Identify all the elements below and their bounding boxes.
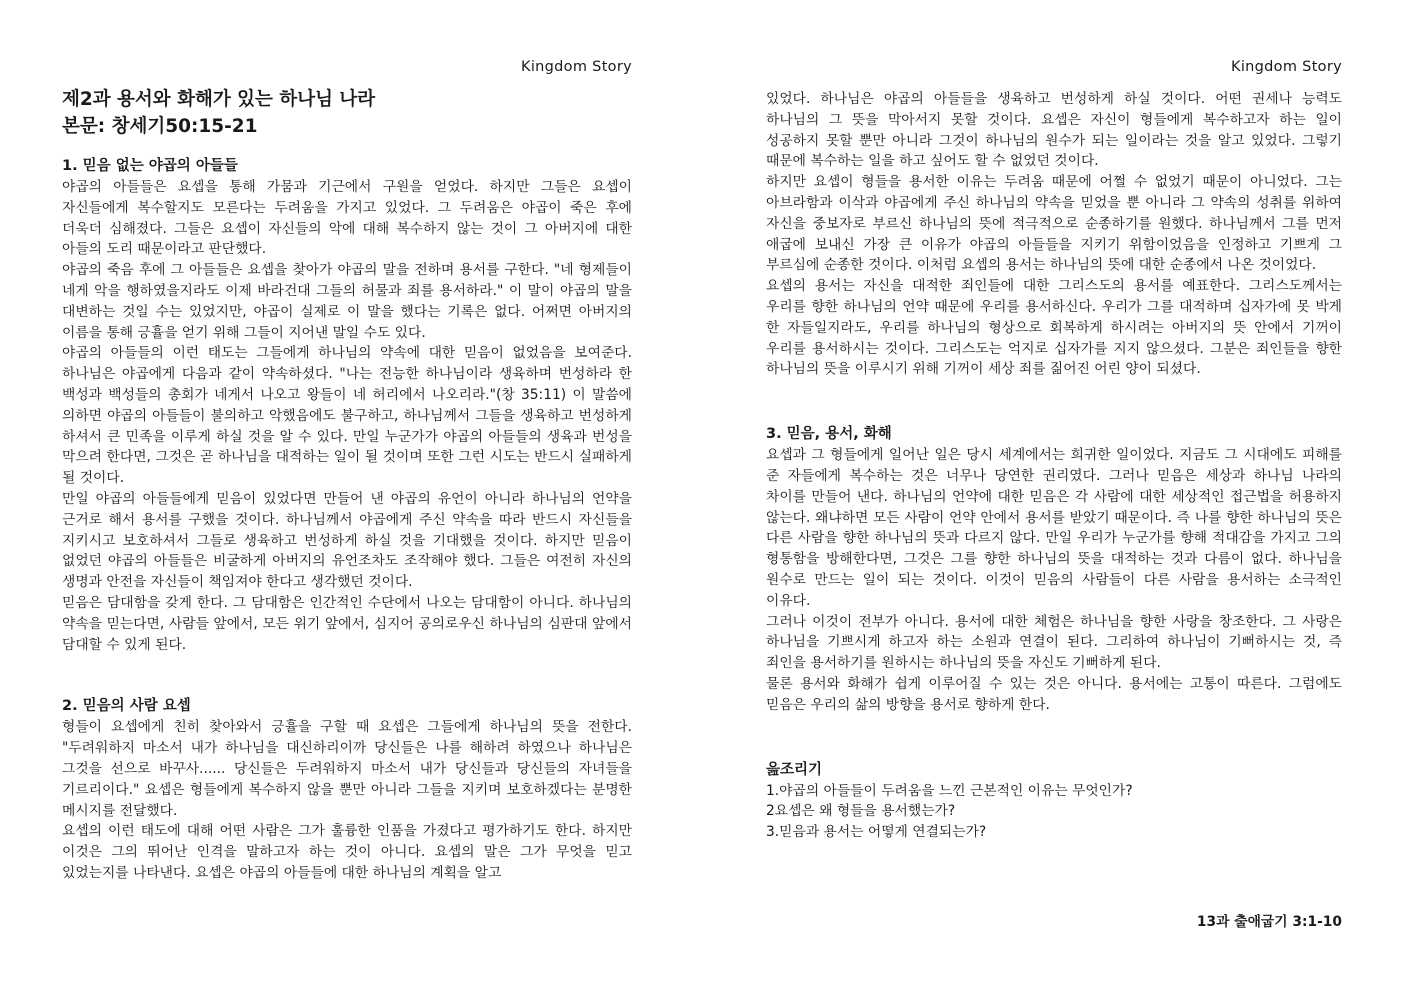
paragraph: 야곱의 아들들의 이런 태도는 그들에게 하나님의 약속에 대한 믿음이 없었음을 보여준다. 하나님은 야곱에게 다음과 같이 약속하셨다. "나는 전능한 하나님이라 생육하며 번성하라 한 백성과 백성들의 총회가 네게서 나오고 왕들이 네 허리에서 나오리라."(창 35:11) 이 말씀에 의하면 야곱의 아들들이 불의하고 악했음에도 불구하고, 하나님께서 그들을 생육하고 번성하게 하셔서 큰 민족을 이루게 하실 것을 알 수 있다. 만일 누군가가 야곱의 아들들의 생육과 번성을 막으려 한다면, 그것은 곧 하나님을 대적하는 일이 될 것이며 또한 그런 시도는 반드시 실패하게 될 것이다. <box>62 345 632 487</box>
review-heading: 읊조리기 <box>766 761 823 778</box>
right-page-body <box>766 89 1342 843</box>
paragraph: 형들이 요셉에게 친히 찾아와서 긍휼을 구할 때 요셉은 그들에게 하나님의 뜻을 전한다. "두려워하지 마소서 내가 하나님을 대신하리이까 당신들은 나를 해하려 하였으나 하나님은 그것을 선으로 바꾸사...... 당신들은 두려워하지 마소서 내가 당신들과 당신들의 자녀들을 기르리이다." 요셉은 형들에게 복수하지 않을 뿐만 아니라 그들을 지키며 보호하겠다는 분명한 메시지를 전달했다. <box>62 719 632 819</box>
paragraph: 요셉의 이런 태도에 대해 어떤 사람은 그가 훌륭한 인품을 가졌다고 평가하기도 한다. 하지만 이것은 그의 뛰어난 인격을 말하고자 하는 것이 아니다. 요셉의 말은 그가 무엇을 믿고 있었는지를 나타낸다. 요셉은 야곱의 아들들에 대한 하나님의 계획을 알고 <box>62 823 632 881</box>
section-heading-2: 2. 믿음의 사람 요셉 <box>62 698 191 715</box>
right-page <box>766 0 1342 992</box>
review-question: 3.믿음과 용서는 어떻게 연결되는가? <box>766 824 987 841</box>
section-heading-3: 3. 믿음, 용서, 화해 <box>766 426 892 443</box>
left-page-body <box>62 86 632 884</box>
section-heading-1: 1. 믿음 없는 야곱의 아들들 <box>62 158 238 174</box>
running-header: Kingdom Story <box>521 59 632 75</box>
paragraph: 물론 용서와 화해가 쉽게 이루어질 수 있는 것은 아니다. 용서에는 고통이 따른다. 그럼에도 믿음은 우리의 삶의 방향을 용서로 향하게 한다. <box>766 675 1342 713</box>
paragraph: 요셉의 용서는 자신을 대적한 죄인들에 대한 그리스도의 용서를 예표한다. 그리스도께서는 우리를 향한 하나님의 언약 때문에 우리를 용서하신다. 우리가 그를 대적하며 십자가에 못 박게 한 자들일지라도, 우리를 하나님의 형상으로 회복하게 하시려는 아버지의 뜻 안에서 기꺼이 우리를 용서하시는 것이다. 그리스도는 억지로 십자가를 지지 않으셨다. 그분은 죄인들을 향한 하나님의 뜻을 이루시기 위해 기꺼이 세상 죄를 짊어진 어린 양이 되셨다. <box>766 278 1342 378</box>
paragraph: 만일 야곱의 아들들에게 믿음이 있었다면 만들어 낸 야곱의 유언이 아니라 하나님의 언약을 근거로 해서 용서를 구했을 것이다. 하나님께서 야곱에게 주신 약속을 따라 반드시 자신들을 지키시고 보호하셔서 그들로 생육하고 번성하게 하실 것을 기대했을 것이다. 하지만 믿음이 없었던 야곱의 아들들은 비굴하게 아버지의 유언조차도 조작해야 했다. 그들은 여전히 자신의 생명과 안전을 자신들이 책임져야 한다고 생각했던 것이다. <box>62 490 632 591</box>
paragraph: 있었다. 하나님은 야곱의 아들들을 생육하고 번성하게 하실 것이다. 어떤 권세나 능력도 하나님의 그 뜻을 막아서지 못할 것이다. 요셉은 자신이 형들에게 복수하고자 하는 일이 성공하지 못할 뿐만 아니라 그것이 하나님의 원수가 되는 일이라는 것을 알고 있었다. 그렇기 때문에 복수하는 일을 하고 싶어도 할 수 없었던 것이다. <box>766 91 1342 170</box>
running-header: Kingdom Story <box>1231 59 1342 75</box>
review-question: 2요셉은 왜 형들을 용서했는가? <box>766 803 956 820</box>
paragraph: 야곱의 아들들은 요셉을 통해 가뭄과 기근에서 구원을 얻었다. 하지만 그들은 요셉이 자신들에게 복수할지도 모른다는 두려움을 가지고 있었다. 그 두려움은 야곱이 죽은 후에 더욱더 심해졌다. 그들은 요셉이 자신들의 악에 대해 복수하지 않는 것이 그 아버지에 대한 아들의 도리 때문이라고 판단했다. <box>62 179 632 258</box>
next-lesson-footer: 13과 출애굽기 3:1-10 <box>1196 914 1342 930</box>
paragraph: 그러나 이것이 전부가 아니다. 용서에 대한 체험은 하나님을 향한 사랑을 창조한다. 그 사랑은 하나님을 기쁘시게 하고자 하는 소원과 연결이 된다. 그리하여 하나님이 기뻐하시는 것, 즉 죄인을 용서하기를 원하시는 하나님의 뜻을 자신도 기뻐하게 된다. <box>766 613 1342 672</box>
paragraph: 믿음은 담대함을 갖게 한다. 그 담대함은 인간적인 수단에서 나오는 담대함이 아니다. 하나님의 약속을 믿는다면, 사람들 앞에서, 모든 위기 앞에서, 심지어 공의로우신 하나님의 심판대 앞에서 담대할 수 있게 된다. <box>62 594 632 653</box>
left-page <box>62 0 632 992</box>
review-question: 1.야곱의 아들들이 두려움을 느낀 근본적인 이유는 무엇인가? <box>766 782 1133 799</box>
scripture-reference: 본문: 창세기50:15-21 <box>62 116 258 137</box>
paragraph: 요셉과 그 형들에게 일어난 일은 당시 세계에서는 희귀한 일이었다. 지금도 그 시대에도 피해를 준 자들에게 복수하는 것은 너무나 당연한 권리였다. 그러나 믿음은 세상과 하나님 나라의 차이를 만들어 낸다. 하나님의 언약에 대한 믿음은 각 사람에 대한 세상적인 접근법을 허용하지 않는다. 왜냐하면 모든 사람이 언약 안에서 용서를 받았기 때문이다. 즉 나를 향한 하나님의 뜻은 다른 사람을 향한 하나님의 뜻과 다르지 않다. 만일 우리가 누군가를 향해 적대감을 가지고 그의 형통함을 방해한다면, 그것은 그를 향한 하나님의 뜻을 대적하는 것과 다름이 없다. 하나님을 원수로 만드는 일이 되는 것이다. 이것이 믿음의 사람들이 다른 사람을 용서하는 소극적인 이유다. <box>766 447 1342 609</box>
paragraph: 하지만 요셉이 형들을 용서한 이유는 두려움 때문에 어쩔 수 없었기 때문이 아니었다. 그는 아브라함과 이삭과 야곱에게 주신 하나님의 약속을 믿었을 뿐 아니라 그 약속의 성취를 위하여 자신을 중보자로 부르신 하나님의 뜻에 적극적으로 순종하기를 원했다. 하나님께서 그를 먼저 애굽에 보내신 가장 큰 이유가 야곱의 아들들을 지키기 위함이었음을 인정하고 기쁘게 그 부르심에 순종한 것이다. 이처럼 요셉의 용서는 하나님의 뜻에 대한 순종에서 나온 것이었다. <box>766 174 1342 274</box>
paragraph: 야곱의 죽음 후에 그 아들들은 요셉을 찾아가 야곱의 말을 전하며 용서를 구한다. "네 형제들이 네게 악을 행하였을지라도 이제 바라건대 그들의 허물과 죄를 용서하라." 이 말이 야곱의 말을 대변하는 것일 수는 있었지만, 야곱이 실제로 이 말을 했다는 기록은 없다. 어쩌면 아버지의 이름을 통해 긍휼을 얻기 위해 그들이 지어낸 말일 수도 있다. <box>62 262 632 341</box>
lesson-title: 제2과 용서와 화해가 있는 하나님 나라 <box>62 89 376 110</box>
